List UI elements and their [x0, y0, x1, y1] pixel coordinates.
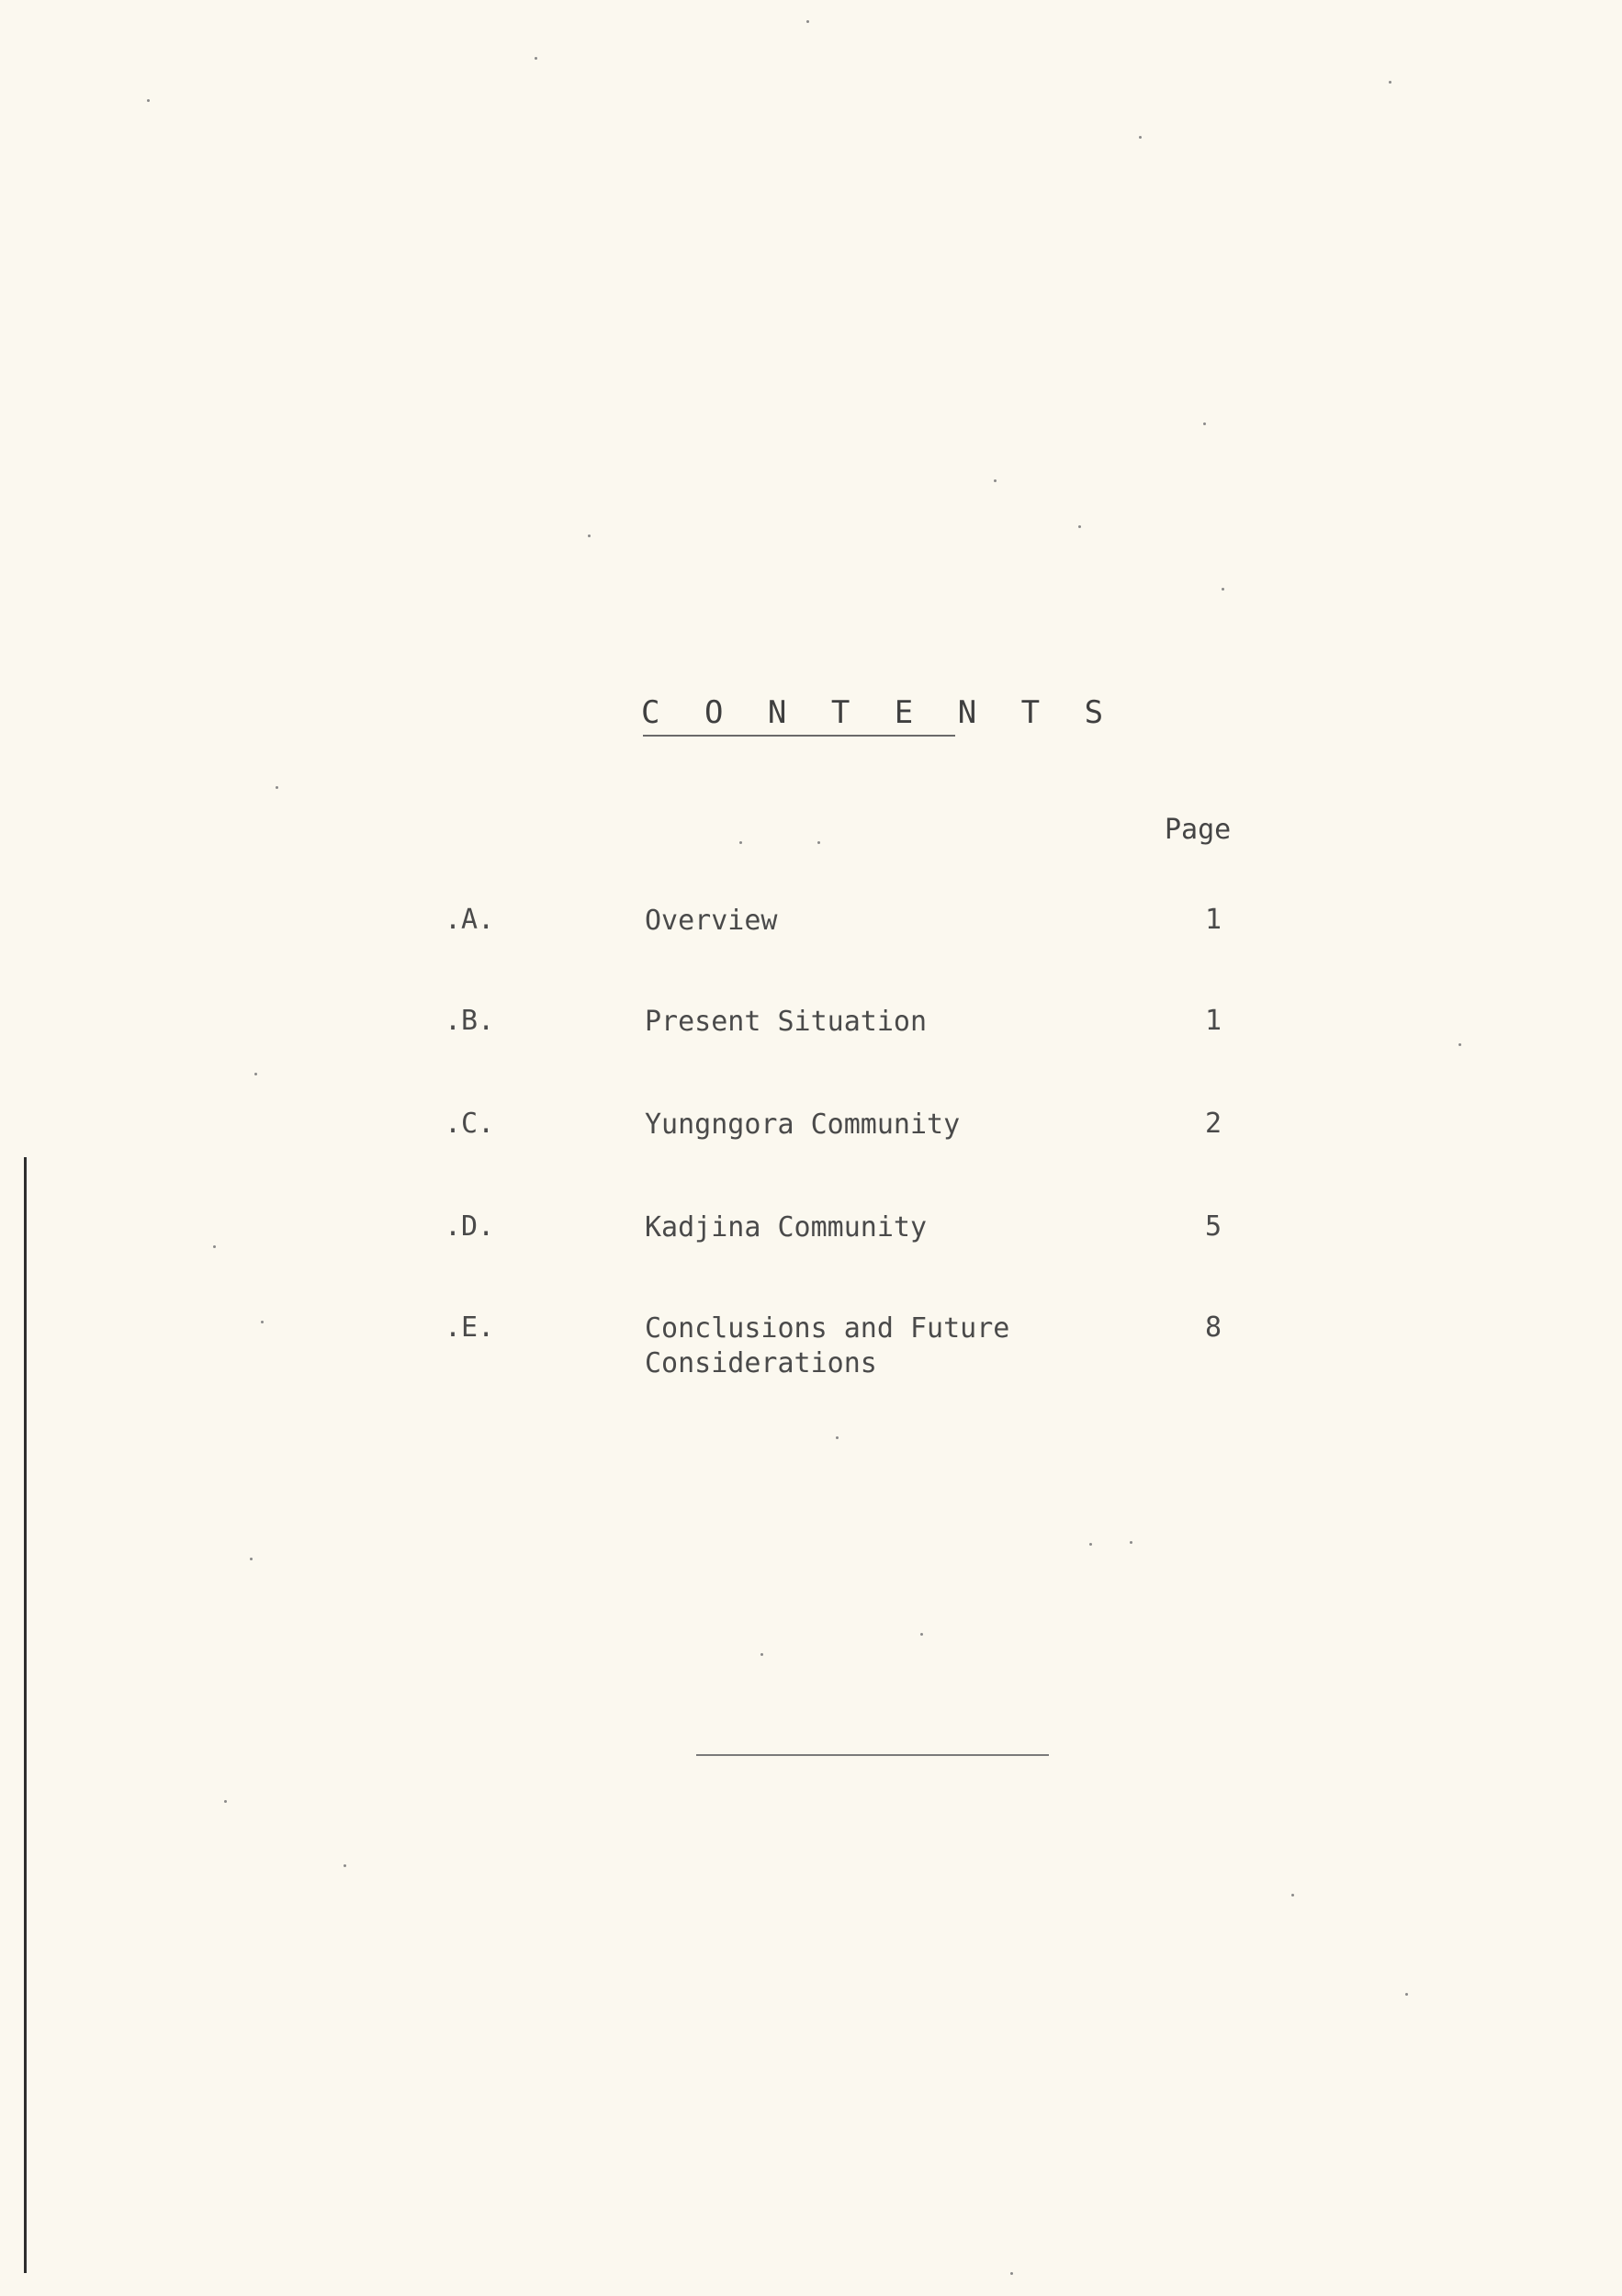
toc-entry-page: 1: [1205, 1005, 1222, 1037]
scan-speck: [1010, 2272, 1013, 2275]
scan-speck: [1130, 1541, 1132, 1544]
toc-entry-title: Yungngora Community: [645, 1109, 961, 1141]
scan-speck: [224, 1800, 227, 1803]
scan-speck: [344, 1864, 346, 1867]
toc-entry-letter: .C.: [445, 1108, 495, 1140]
toc-entry-page: 1: [1205, 904, 1222, 936]
scan-speck: [806, 20, 809, 23]
scan-speck: [1459, 1043, 1461, 1046]
scan-speck: [760, 1653, 763, 1656]
scan-speck: [1389, 81, 1391, 84]
toc-entry-letter: .D.: [445, 1210, 495, 1243]
scan-speck: [920, 1633, 923, 1636]
end-rule: [696, 1754, 1049, 1756]
scan-speck: [1089, 1543, 1092, 1546]
scan-speck: [1405, 1993, 1408, 1996]
toc-entry-title: Conclusions and Future Considerations: [645, 1312, 1010, 1379]
toc-entry-title: Overview: [645, 905, 778, 937]
binding-edge-line: [24, 1157, 27, 2273]
scan-speck: [213, 1245, 216, 1248]
scan-speck: [817, 841, 820, 844]
scan-speck: [147, 99, 150, 102]
scan-speck: [1291, 1894, 1294, 1896]
scan-speck: [535, 57, 537, 60]
contents-title: C O N T E N T S: [641, 694, 1117, 731]
scan-speck: [836, 1436, 839, 1439]
toc-entry-letter: .A.: [445, 904, 495, 936]
toc-entry-letter: .B.: [445, 1005, 495, 1037]
scan-speck: [1203, 422, 1206, 425]
scan-speck: [994, 479, 997, 482]
scan-speck: [276, 786, 278, 789]
toc-entry-page: 2: [1205, 1108, 1222, 1140]
toc-entry-title: Present Situation: [645, 1006, 928, 1038]
scan-speck: [1139, 136, 1142, 139]
toc-entry-page: 8: [1205, 1311, 1222, 1344]
scan-speck: [588, 535, 591, 537]
scan-speck: [254, 1073, 257, 1075]
scan-speck: [1222, 588, 1224, 591]
title-underline: [643, 735, 955, 737]
toc-entry-letter: .E.: [445, 1311, 495, 1344]
toc-entry-title: Kadjina Community: [645, 1211, 928, 1244]
toc-entry-page: 5: [1205, 1210, 1222, 1243]
scan-speck: [250, 1558, 253, 1560]
scan-speck: [739, 841, 742, 844]
scan-speck: [261, 1321, 264, 1323]
page-column-heading: Page: [1165, 814, 1232, 846]
scan-speck: [1078, 525, 1081, 528]
